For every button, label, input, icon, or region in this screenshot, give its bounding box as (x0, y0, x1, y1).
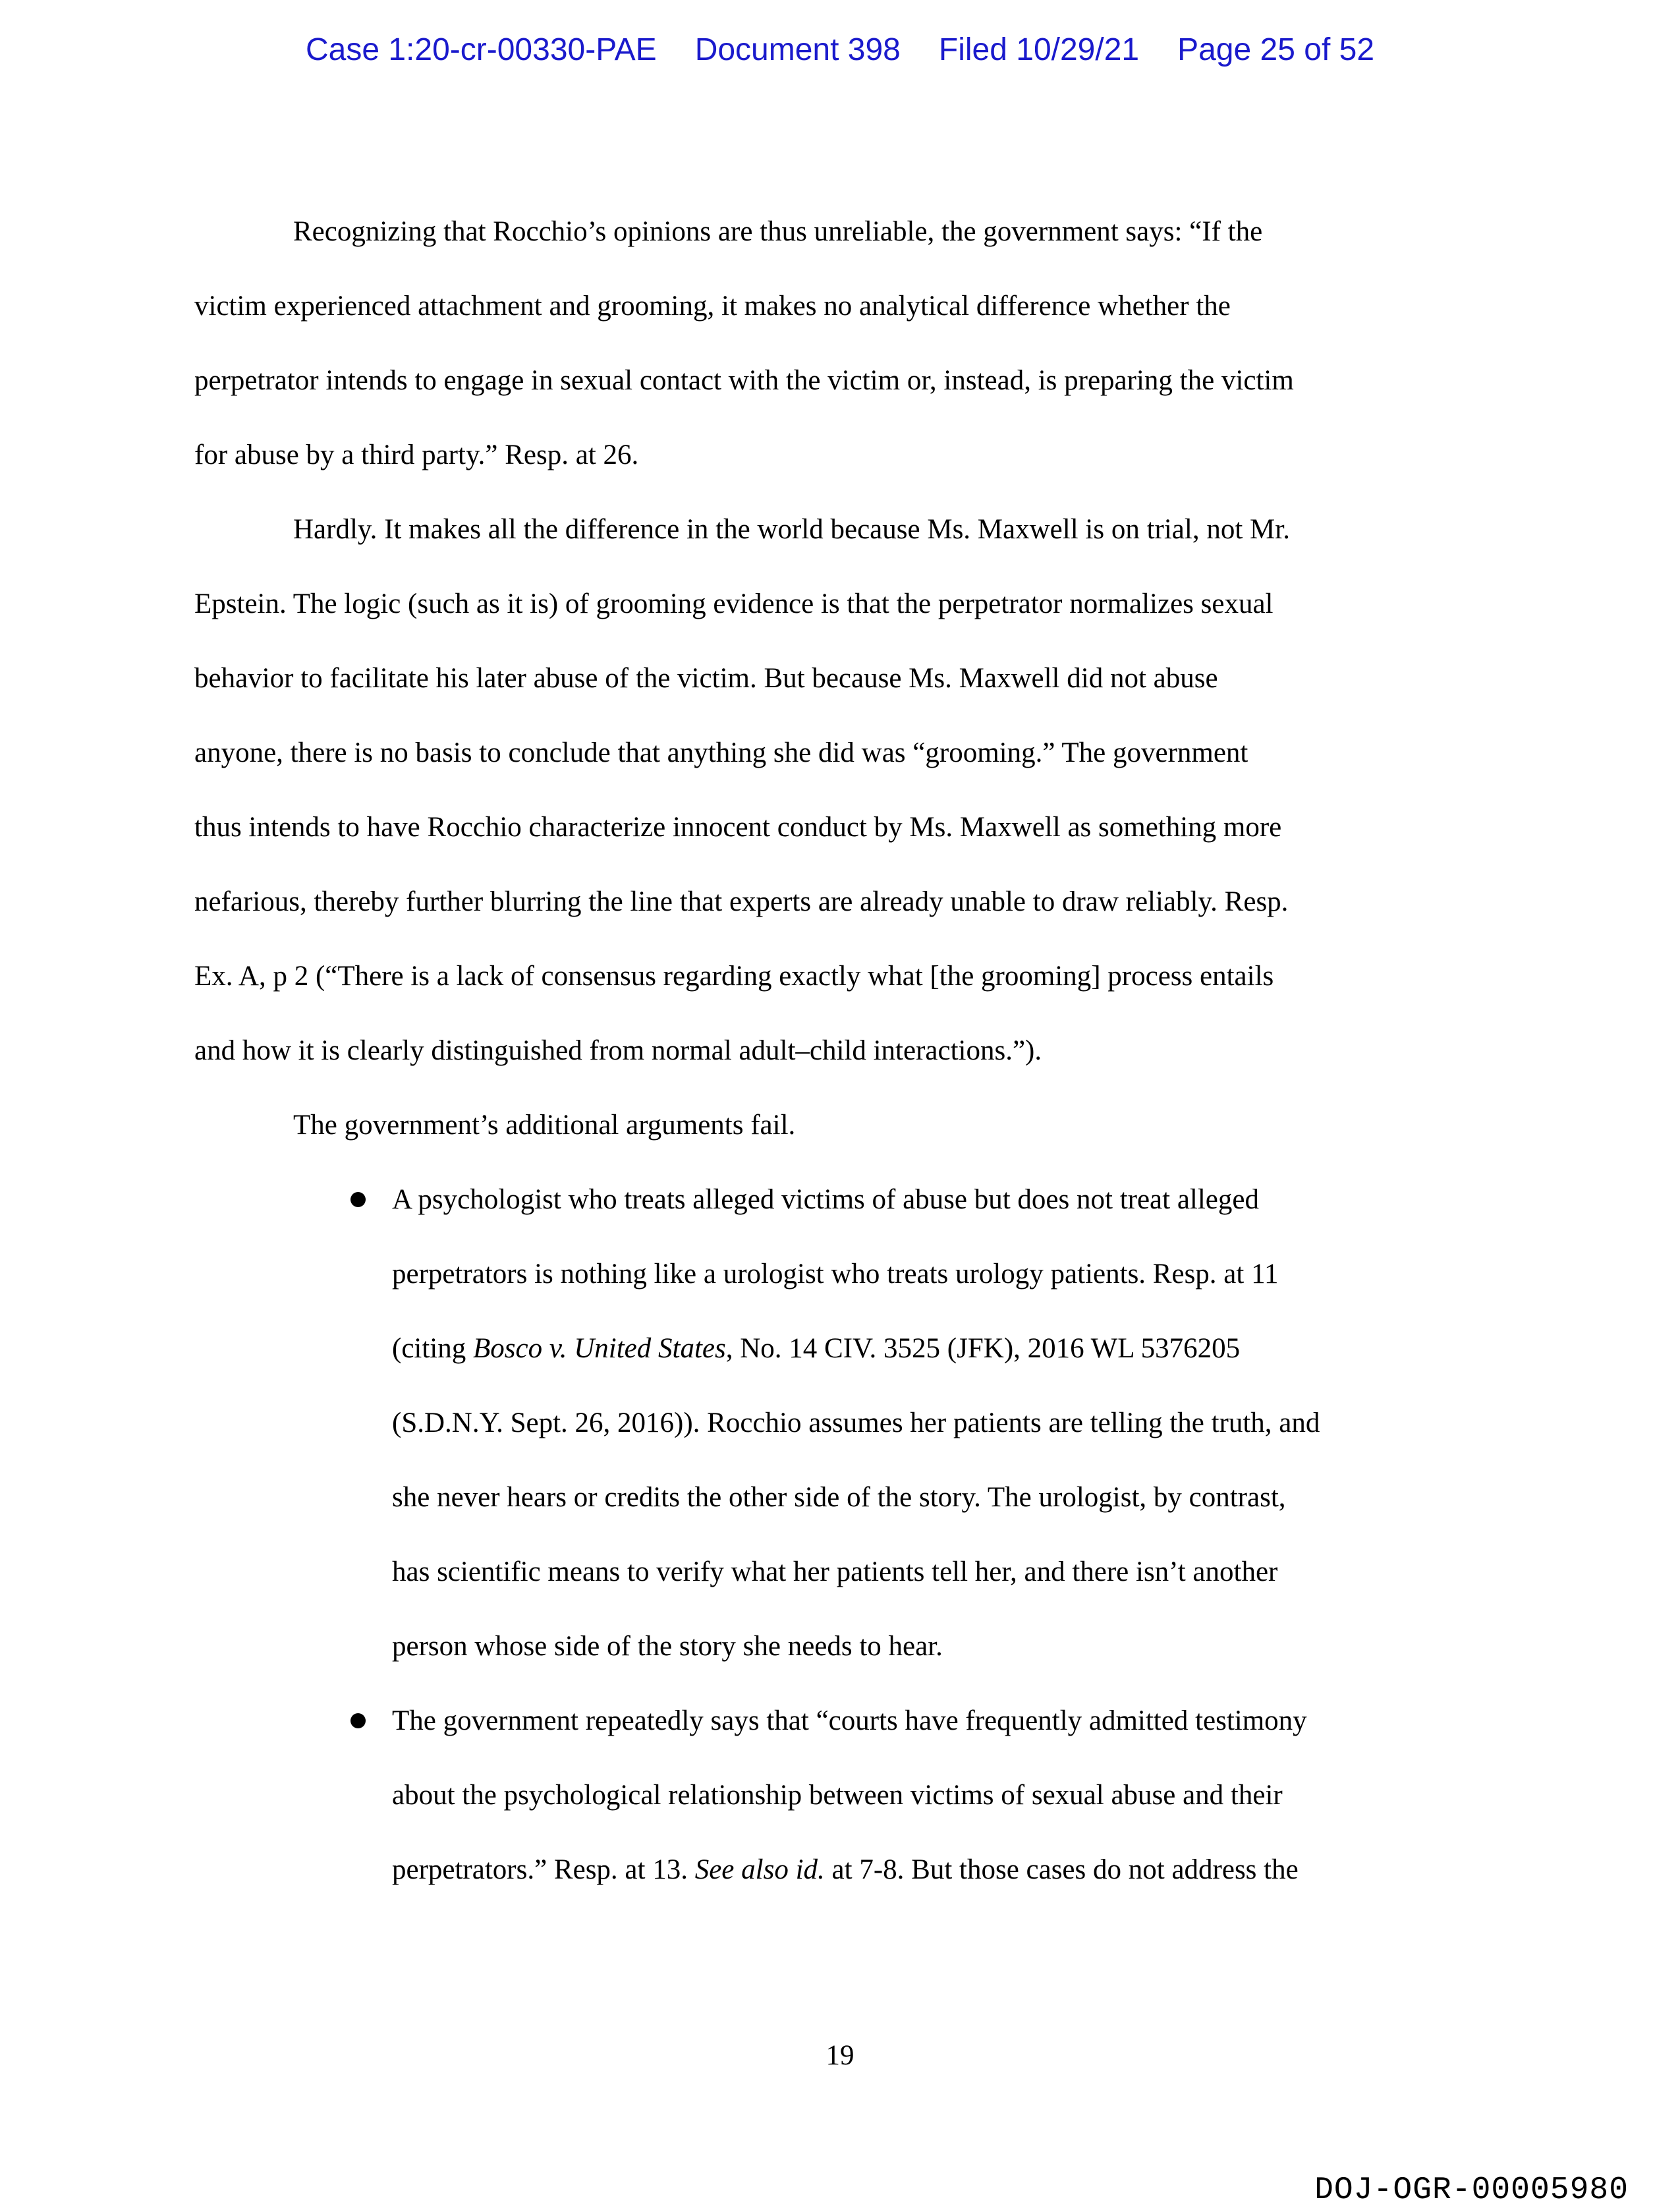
text-line: The government’s additional arguments fail. (293, 1110, 796, 1141)
header-case-number: Case 1:20-cr-00330-PAE (305, 32, 657, 67)
text-line: thus intends to have Rocchio characterize innocent conduct by Ms. Maxwell as something more (194, 812, 1282, 843)
text-line: A psychologist who treats alleged victims of abuse but does not treat alleged (392, 1184, 1259, 1215)
bullet-item (194, 1162, 1509, 1684)
bullet-icon (350, 1192, 366, 1207)
bates-stamp: DOJ-OGR-00005980 (1314, 2172, 1629, 2208)
text-line: and how it is clearly distinguished from normal adult–child interactions.”). (194, 1035, 1042, 1066)
text-line: has scientific means to verify what her patients tell her, and there isn’t another (392, 1556, 1278, 1587)
text-line: perpetrators is nothing like a urologist who treats urology patients. Resp. at 11 (392, 1259, 1279, 1290)
page-number: 19 (826, 2040, 854, 2071)
text-line: person whose side of the story she needs to hear. (392, 1631, 943, 1662)
text-line: nefarious, thereby further blurring the line that experts are already unable to draw reliably. Resp. (194, 886, 1289, 917)
header-document-number: Document 398 (694, 32, 901, 67)
text-line: Epstein. The logic (such as it is) of grooming evidence is that the perpetrator normalizes sexual (194, 588, 1274, 619)
text-line: behavior to facilitate his later abuse of the victim. But because Ms. Maxwell did not abuse (194, 663, 1218, 694)
bullet-icon (350, 1713, 366, 1728)
text-line: Ex. A, p 2 (“There is a lack of consensus regarding exactly what [the grooming] process entails (194, 961, 1274, 992)
paragraph (194, 1088, 1509, 1162)
header-page-count: Page 25 of 52 (1177, 32, 1375, 67)
text-line: Hardly. It makes all the difference in the world because Ms. Maxwell is on trial, not Mr. (293, 514, 1290, 545)
text-line: The government repeatedly says that “courts have frequently admitted testimony (392, 1705, 1307, 1736)
text-line: for abuse by a third party.” Resp. at 26. (194, 440, 639, 470)
paragraph (194, 194, 1509, 492)
paragraph (194, 492, 1509, 1088)
text-line: (S.D.N.Y. Sept. 26, 2016)). Rocchio assumes her patients are telling the truth, and (392, 1407, 1320, 1438)
text-line: about the psychological relationship between victims of sexual abuse and their (392, 1780, 1283, 1811)
text-line: anyone, there is no basis to conclude that anything she did was “grooming.” The government (194, 737, 1248, 768)
text-line: victim experienced attachment and grooming, it makes no analytical difference whether the (194, 291, 1231, 322)
bullet-item (194, 1684, 1509, 1907)
text-line: she never hears or credits the other side of the story. The urologist, by contrast, (392, 1482, 1286, 1513)
text-line: Recognizing that Rocchio’s opinions are thus unreliable, the government says: “If the (293, 216, 1263, 247)
header-filed-date: Filed 10/29/21 (938, 32, 1140, 67)
document-body (194, 194, 1509, 1907)
text-line: perpetrator intends to engage in sexual contact with the victim or, instead, is preparing the victim (194, 365, 1294, 396)
text-line: perpetrators.” Resp. at 13. See also id. at 7-8. But those cases do not address the (392, 1854, 1299, 1885)
ecf-case-header (0, 33, 1680, 67)
text-line: (citing Bosco v. United States, No. 14 CIV. 3525 (JFK), 2016 WL 5376205 (392, 1333, 1241, 1364)
